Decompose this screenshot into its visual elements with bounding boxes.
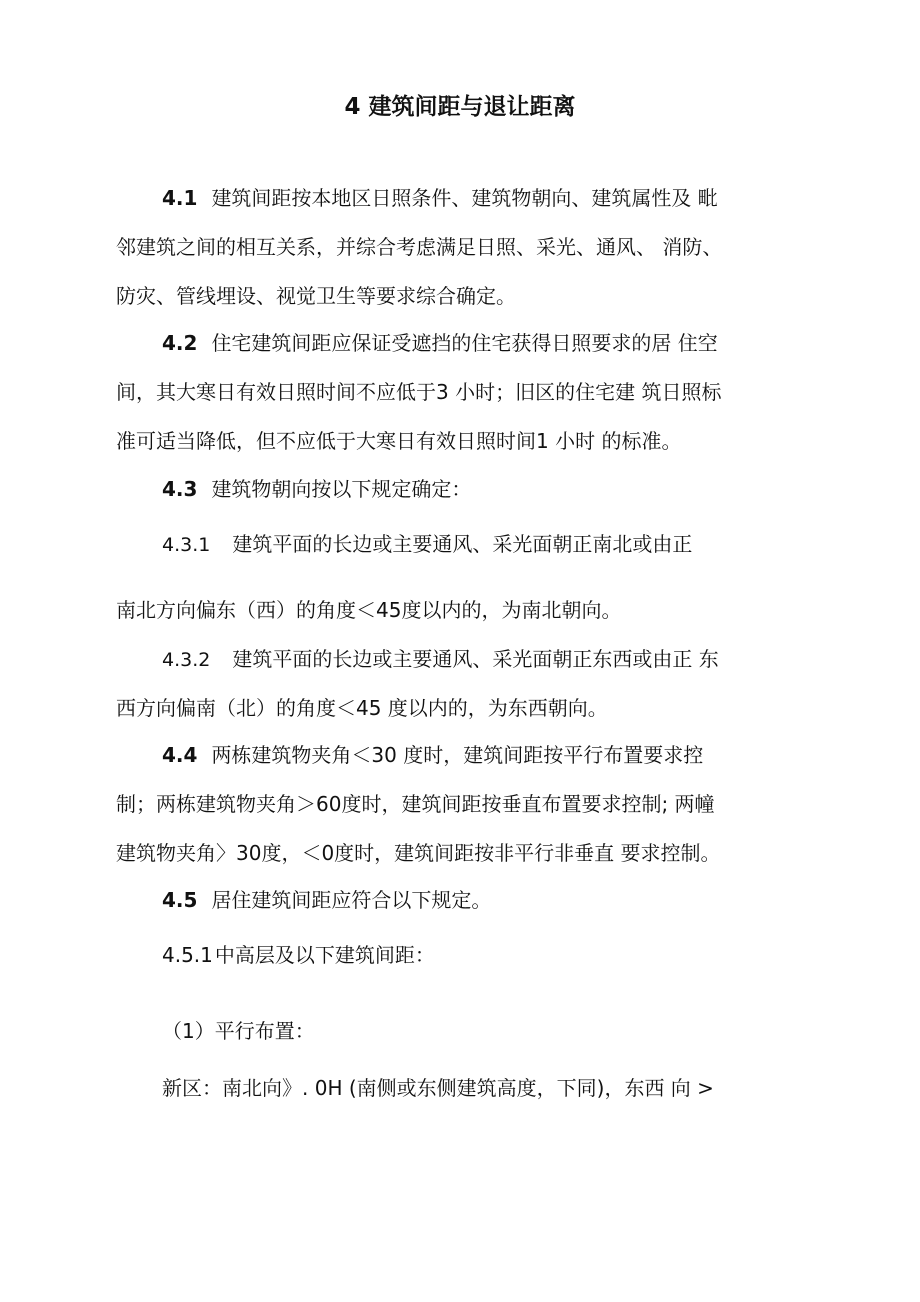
section-4-2-line-1 bbox=[162, 329, 718, 357]
section-text: 建筑平面的长边或主要通风、采光面朝正东西或由正 东 bbox=[232, 647, 719, 671]
page-title: 4 建筑间距与退让距离 bbox=[344, 94, 576, 120]
section-4-4-line-1 bbox=[162, 741, 703, 769]
section-4-3-1-line-1 bbox=[162, 530, 692, 559]
section-text: 居住建筑间距应符合以下规定。 bbox=[211, 888, 492, 912]
section-number: 4.1 bbox=[162, 186, 198, 210]
section-number: 4.5.1 bbox=[162, 943, 213, 967]
section-text: 建筑间距按本地区日照条件、建筑物朝向、建筑属性及 毗 bbox=[211, 186, 718, 210]
section-4-3-2-line-2: 西方向偏南（北）的角度＜45 度以内的，为东西朝向。 bbox=[116, 696, 608, 720]
section-number: 4.3.1 bbox=[162, 534, 211, 556]
section-4-5-line-1 bbox=[162, 886, 491, 914]
section-text: 住宅建筑间距应保证受遮挡的住宅获得日照要求的居 住空 bbox=[211, 331, 718, 355]
section-4-1-line-3: 防灾、管线埋设、视觉卫生等要求综合确定。 bbox=[116, 284, 516, 308]
section-4-2-line-3: 准可适当降低，但不应低于大寒日有效日照时间1 小时 的标准。 bbox=[116, 429, 682, 453]
section-4-1-line-1 bbox=[162, 184, 718, 212]
section-number: 4.5 bbox=[162, 888, 198, 912]
section-4-1-line-2: 邻建筑之间的相互关系，并综合考虑满足日照、采光、通风、 消防、 bbox=[116, 235, 723, 259]
section-4-5-1-line-1 bbox=[162, 941, 435, 969]
section-text: 中高层及以下建筑间距： bbox=[214, 943, 435, 967]
section-4-3-2-line-1 bbox=[162, 645, 719, 674]
section-4-3-line-1 bbox=[162, 475, 471, 503]
section-number: 4.4 bbox=[162, 743, 198, 767]
section-4-4-line-2: 制；两栋建筑物夹角＞60度时，建筑间距按垂直布置要求控制; 两幢 bbox=[116, 792, 715, 816]
section-number: 4.3 bbox=[162, 477, 198, 501]
section-4-2-line-2: 间，其大寒日有效日照时间不应低于3 小时；旧区的住宅建 筑日照标 bbox=[116, 380, 722, 404]
section-4-4-line-3: 建筑物夹角〉30度，＜0度时，建筑间距按非平行非垂直 要求控制。 bbox=[116, 841, 721, 865]
list-item-1: （1）平行布置： bbox=[162, 1019, 315, 1043]
section-4-3-1-line-2: 南北方向偏东（西）的角度＜45度以内的，为南北朝向。 bbox=[116, 598, 622, 622]
section-number: 4.3.2 bbox=[162, 649, 211, 671]
section-text: 建筑平面的长边或主要通风、采光面朝正南北或由正 bbox=[232, 532, 693, 556]
section-number: 4.2 bbox=[162, 331, 198, 355]
new-area-line: 新区：南北向》. 0H (南侧或东侧建筑高度，下同)，东西 向 > bbox=[162, 1076, 714, 1100]
section-text: 两栋建筑物夹角＜30 度时，建筑间距按平行布置要求控 bbox=[211, 743, 704, 767]
section-text: 建筑物朝向按以下规定确定： bbox=[211, 477, 472, 501]
